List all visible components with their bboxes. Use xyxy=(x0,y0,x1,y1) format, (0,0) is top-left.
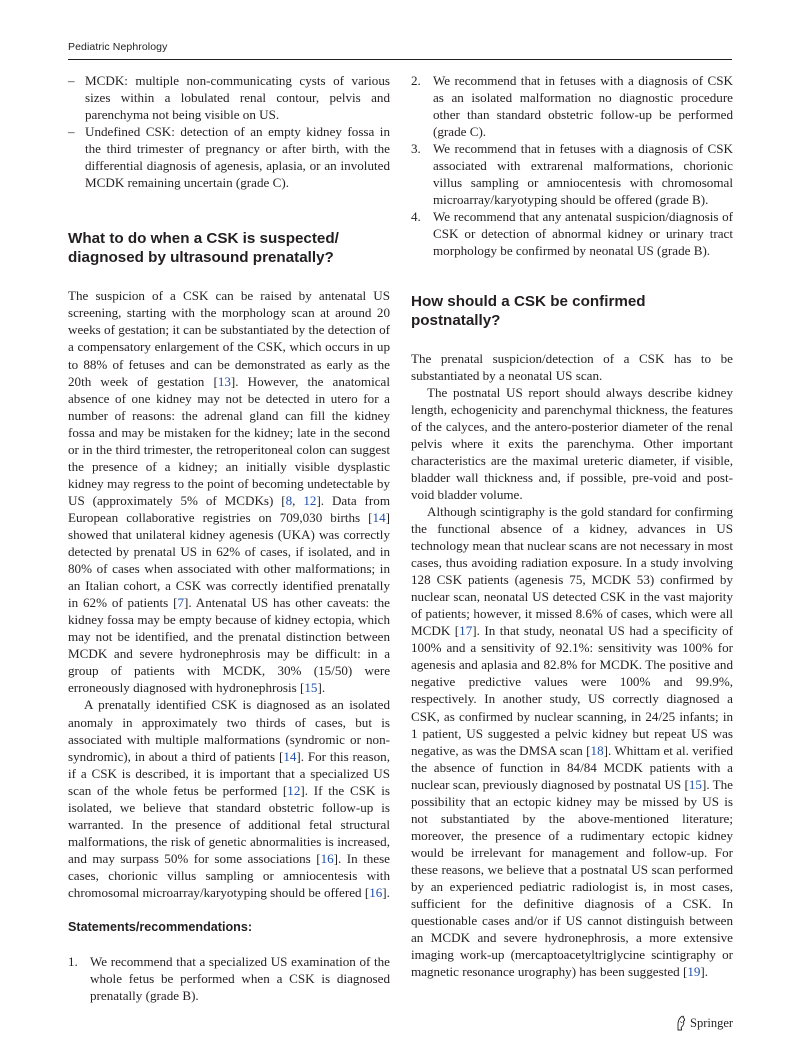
citation-link[interactable]: 12 xyxy=(303,492,317,508)
citation-link[interactable]: 18 xyxy=(590,742,604,758)
paragraph: The prenatal suspicion/detection of a CSK has to be substantiated by a neonatal US scan. xyxy=(411,350,733,383)
citation-link[interactable]: 15 xyxy=(688,776,702,792)
section-heading-postnatal: How should a CSK be confirmed postnatally? xyxy=(411,292,646,329)
recommendation-text: We recommend that any antenatal suspicion/diagnosis of CSK or detection of abnormal kidney or urinary tract morphology be confirmed by neonatal US (grade B). xyxy=(433,209,733,259)
citation-link[interactable]: 15 xyxy=(304,680,318,696)
list-item: – MCDK: multiple non-communicating cysts of various sizes within a lobulated renal contour, pelvis and parenchyma not being visible on US. xyxy=(68,72,390,123)
recommendation-number: 3. xyxy=(411,141,421,157)
citation-link[interactable]: 13 xyxy=(217,373,231,389)
citation-link[interactable]: 19 xyxy=(687,964,701,980)
paragraph: The suspicion of a CSK can be raised by antenatal US screening, starting with the morphology scan at around 20 weeks of gestation; it can be substantiated by the detection of a compensatory enlargement of the CSK, which occurs in up to 88% of fetuses and can be demonstrated as early as the 20th week of gestation [13]. However, the anatomical absence of one kidney may not be detected in utero for a number of reasons: the adrenal gland can fill the kidney fossa and may be mistaken for the kidney; late in the second or in the third trimester, the retroperitoneal colon can suggest the presence of a kidney; an initially visible dysplastic kidney may regress to the point of becoming undetectable by US (approximately 5% of MCDKs) [8, 12]. Data from European collaborative registries on 709,030 births [14] showed that unilateral kidney agenesis (UKA) was correctly detected by prenatal US in 62% of cases, if isolated, and in 80% of cases when associated with other malformations; in an Italian cohort, a CSK was correctly identified prenatally in 62% of patients [7]. Antenatal US has other caveats: the kidney fossa may be empty because of kidney ectopia, which may not be identified, and the prenatal distinction between MCDK and severe hydronephrosis may be difficult: in a group of patients with MCDK, 30% (15/50) were erroneously diagnosed with hydronephrosis [15]. xyxy=(68,288,391,696)
recommendation-list xyxy=(68,953,390,1004)
list-item: – Undefined CSK: detection of an empty kidney fossa in the third trimester of pregnancy or after birth, with the differential diagnosis of agenesis, aplasia, or an involuted MCDK remaining uncertain (grade C). xyxy=(68,123,390,191)
recommendation-number: 2. xyxy=(411,73,421,88)
publisher-name: Springer xyxy=(690,1015,734,1030)
publisher-mark xyxy=(675,1015,733,1031)
paragraph: A prenatally identified CSK is diagnosed as an isolated anomaly in approximately two thirds of cases, but is associated with multiple malformations (syndromic or non-syndromic), in about a third of patients [14]. For this reason, if a CSK is described, it is important that a specialized US scan of the whole fetus be performed [12]. If the CSK is isolated, we believe that standard obstetric follow-up is warranted. In the presence of additional fetal structural malformations, the risk of genetic abnormalities is increased, and may surpass 50% for some associations [16]. In these cases, chorionic villus sampling or amniocentesis with chromosomal microarray/karyotyping should be offered [16]. xyxy=(68,697,390,900)
citation-link[interactable]: 16 xyxy=(369,884,383,900)
citation-link[interactable]: 14 xyxy=(283,748,297,764)
citation-link[interactable]: 17 xyxy=(459,623,473,639)
paragraph: The postnatal US report should always describe kidney length, echogenicity and parenchymal thickness, the features of the calyces, and the antero-posterior diameter of the renal pelvis where it exits the parenchyma. Other important characteristics are the maximal ureteric diameter, if visible, bladder wall thickness and, if possible, pre-void and post-void bladder volume. xyxy=(411,384,733,502)
recommendation-text: We recommend that in fetuses with a diagnosis of CSK as an isolated malformation no diagnostic procedure other than standard obstetric follow-up be performed (grade C). xyxy=(433,73,733,140)
definition-list xyxy=(68,72,390,191)
recommendation-list xyxy=(411,72,733,260)
recommendation-item xyxy=(411,208,733,259)
running-head: Pediatric Nephrology xyxy=(68,41,168,53)
header-rule xyxy=(68,59,732,60)
recommendation-item xyxy=(411,140,733,208)
section-heading-prenatal: What to do when a CSK is suspected/ diagnosed by ultrasound prenatally? xyxy=(68,230,339,267)
citation-link[interactable]: 12 xyxy=(287,782,301,798)
recommendation-item xyxy=(68,953,390,1004)
citation-link[interactable]: 7 xyxy=(177,595,185,611)
springer-horse-logo-icon xyxy=(675,1015,687,1031)
recommendation-text: We recommend that in fetuses with a diagnosis of CSK associated with extrarenal malformations, chorionic villus sampling or amniocentesis with chromosomal microarray/karyotyping should be offered (grade B). xyxy=(433,141,733,208)
paragraph: Although scintigraphy is the gold standard for confirming the functional absence of a kidney, advances in US technology mean that nuclear scans are not necessary in most cases, thus avoiding radiation exposure. In a study involving 128 CSK patients (agenesis 75, MCDK 53) confirmed by nuclear scan, neonatal US detected CSK in the vast majority of patients; however, it missed 8.6% of cases, which were all MCDK [17]. In that study, neonatal US had a specificity of 100% and a sensitivity of 92.1%: sensitivity was 100% for agenesis and aplasia and 82.8% for MCDK. The positive and negative predictive values were 100% and 99.9%, respectively. In another study, US correctly diagnosed a CSK, as confirmed by nuclear scanning, in 24/25 infants; in 1 patient, US suggested a pelvic kidney but repeat US was negative, as was the DMSA scan [18]. Whittam et al. verified the absence of function in 84/84 MCDK patients with a nuclear scan, previously diagnosed by postnatal US [15]. The possibility that an ectopic kidney may be missed by US is not substantiated by the above-mentioned literature; moreover, the presence of a rudimentary ectopic kidney would be irrelevant for management and follow-up. For these reasons, we believe that a postnatal US scan performed by an experienced pediatric radiologist is, in most cases, sufficient for the definitive diagnosis of a CSK. In questionable cases and/or if US cannot distinguish between an MCDK and severe hydronephrosis, a more extensive imaging work-up (mercaptoacetyltriglycine scintigraphy or magnetic resonance urography) has been suggested [19]. xyxy=(411,503,733,980)
recommendation-number: 1. xyxy=(68,954,78,970)
recommendation-item xyxy=(411,72,733,140)
citation-link[interactable]: 14 xyxy=(372,509,386,525)
right-column xyxy=(411,72,733,980)
left-column xyxy=(68,72,390,1004)
recommendation-number: 4. xyxy=(411,209,421,225)
citation-link[interactable]: 8 xyxy=(285,492,293,508)
recommendation-text: We recommend that a specialized US examination of the whole fetus be performed when a CSK is diagnosed prenatally (grade B). xyxy=(90,954,390,1004)
citation-link[interactable]: 16 xyxy=(320,850,334,866)
subheading-recommendations: Statements/recommendations: xyxy=(68,920,253,935)
